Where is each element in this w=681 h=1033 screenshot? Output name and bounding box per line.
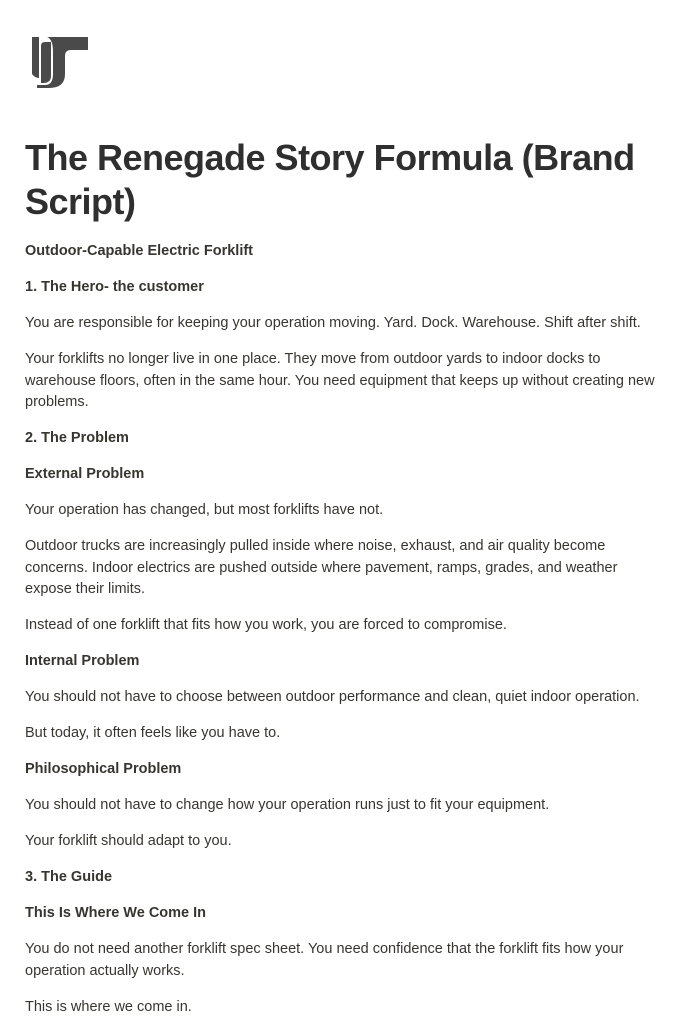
- brand-logo-icon: [31, 36, 89, 89]
- paragraph: You should not have to change how your operation runs just to fit your equipment.: [25, 797, 550, 813]
- subtitle: Outdoor-Capable Electric Forklift: [25, 243, 253, 259]
- paragraph: But today, it often feels like you have to.: [25, 725, 281, 741]
- subheading-where-we-come-in: This Is Where We Come In: [25, 905, 207, 921]
- subheading-philosophical-problem: Philosophical Problem: [25, 761, 182, 777]
- subheading-internal-problem: Internal Problem: [25, 653, 140, 669]
- paragraph: You do not need another forklift spec sheet. You need confidence that the forklift fits how your operation actually works.: [25, 941, 624, 979]
- page-title: The Renegade Story Formula (Brand Script): [25, 137, 635, 222]
- section-heading-hero: 1. The Hero- the customer: [25, 279, 204, 295]
- paragraph: You are responsible for keeping your operation moving. Yard. Dock. Warehouse. Shift after shift.: [25, 315, 641, 331]
- paragraph: Your forklifts no longer live in one place. They move from outdoor yards to indoor docks to warehouse floors, often in the same hour. You need equipment that keeps up without creating new problems.: [25, 351, 655, 410]
- paragraph: You should not have to choose between outdoor performance and clean, quiet indoor operation.: [25, 689, 640, 705]
- paragraph: Your forklift should adapt to you.: [25, 833, 232, 849]
- section-heading-problem: 2. The Problem: [25, 430, 129, 446]
- paragraph: Your operation has changed, but most forklifts have not.: [25, 502, 384, 518]
- paragraph: Instead of one forklift that fits how you work, you are forced to compromise.: [25, 617, 507, 633]
- paragraph: Outdoor trucks are increasingly pulled inside where noise, exhaust, and air quality become concerns. Indoor electrics are pushed outside where pavement, ramps, grades, and weather expose their limits.: [25, 538, 618, 597]
- section-heading-guide: 3. The Guide: [25, 869, 113, 885]
- subheading-external-problem: External Problem: [25, 466, 145, 482]
- paragraph: This is where we come in.: [25, 999, 192, 1015]
